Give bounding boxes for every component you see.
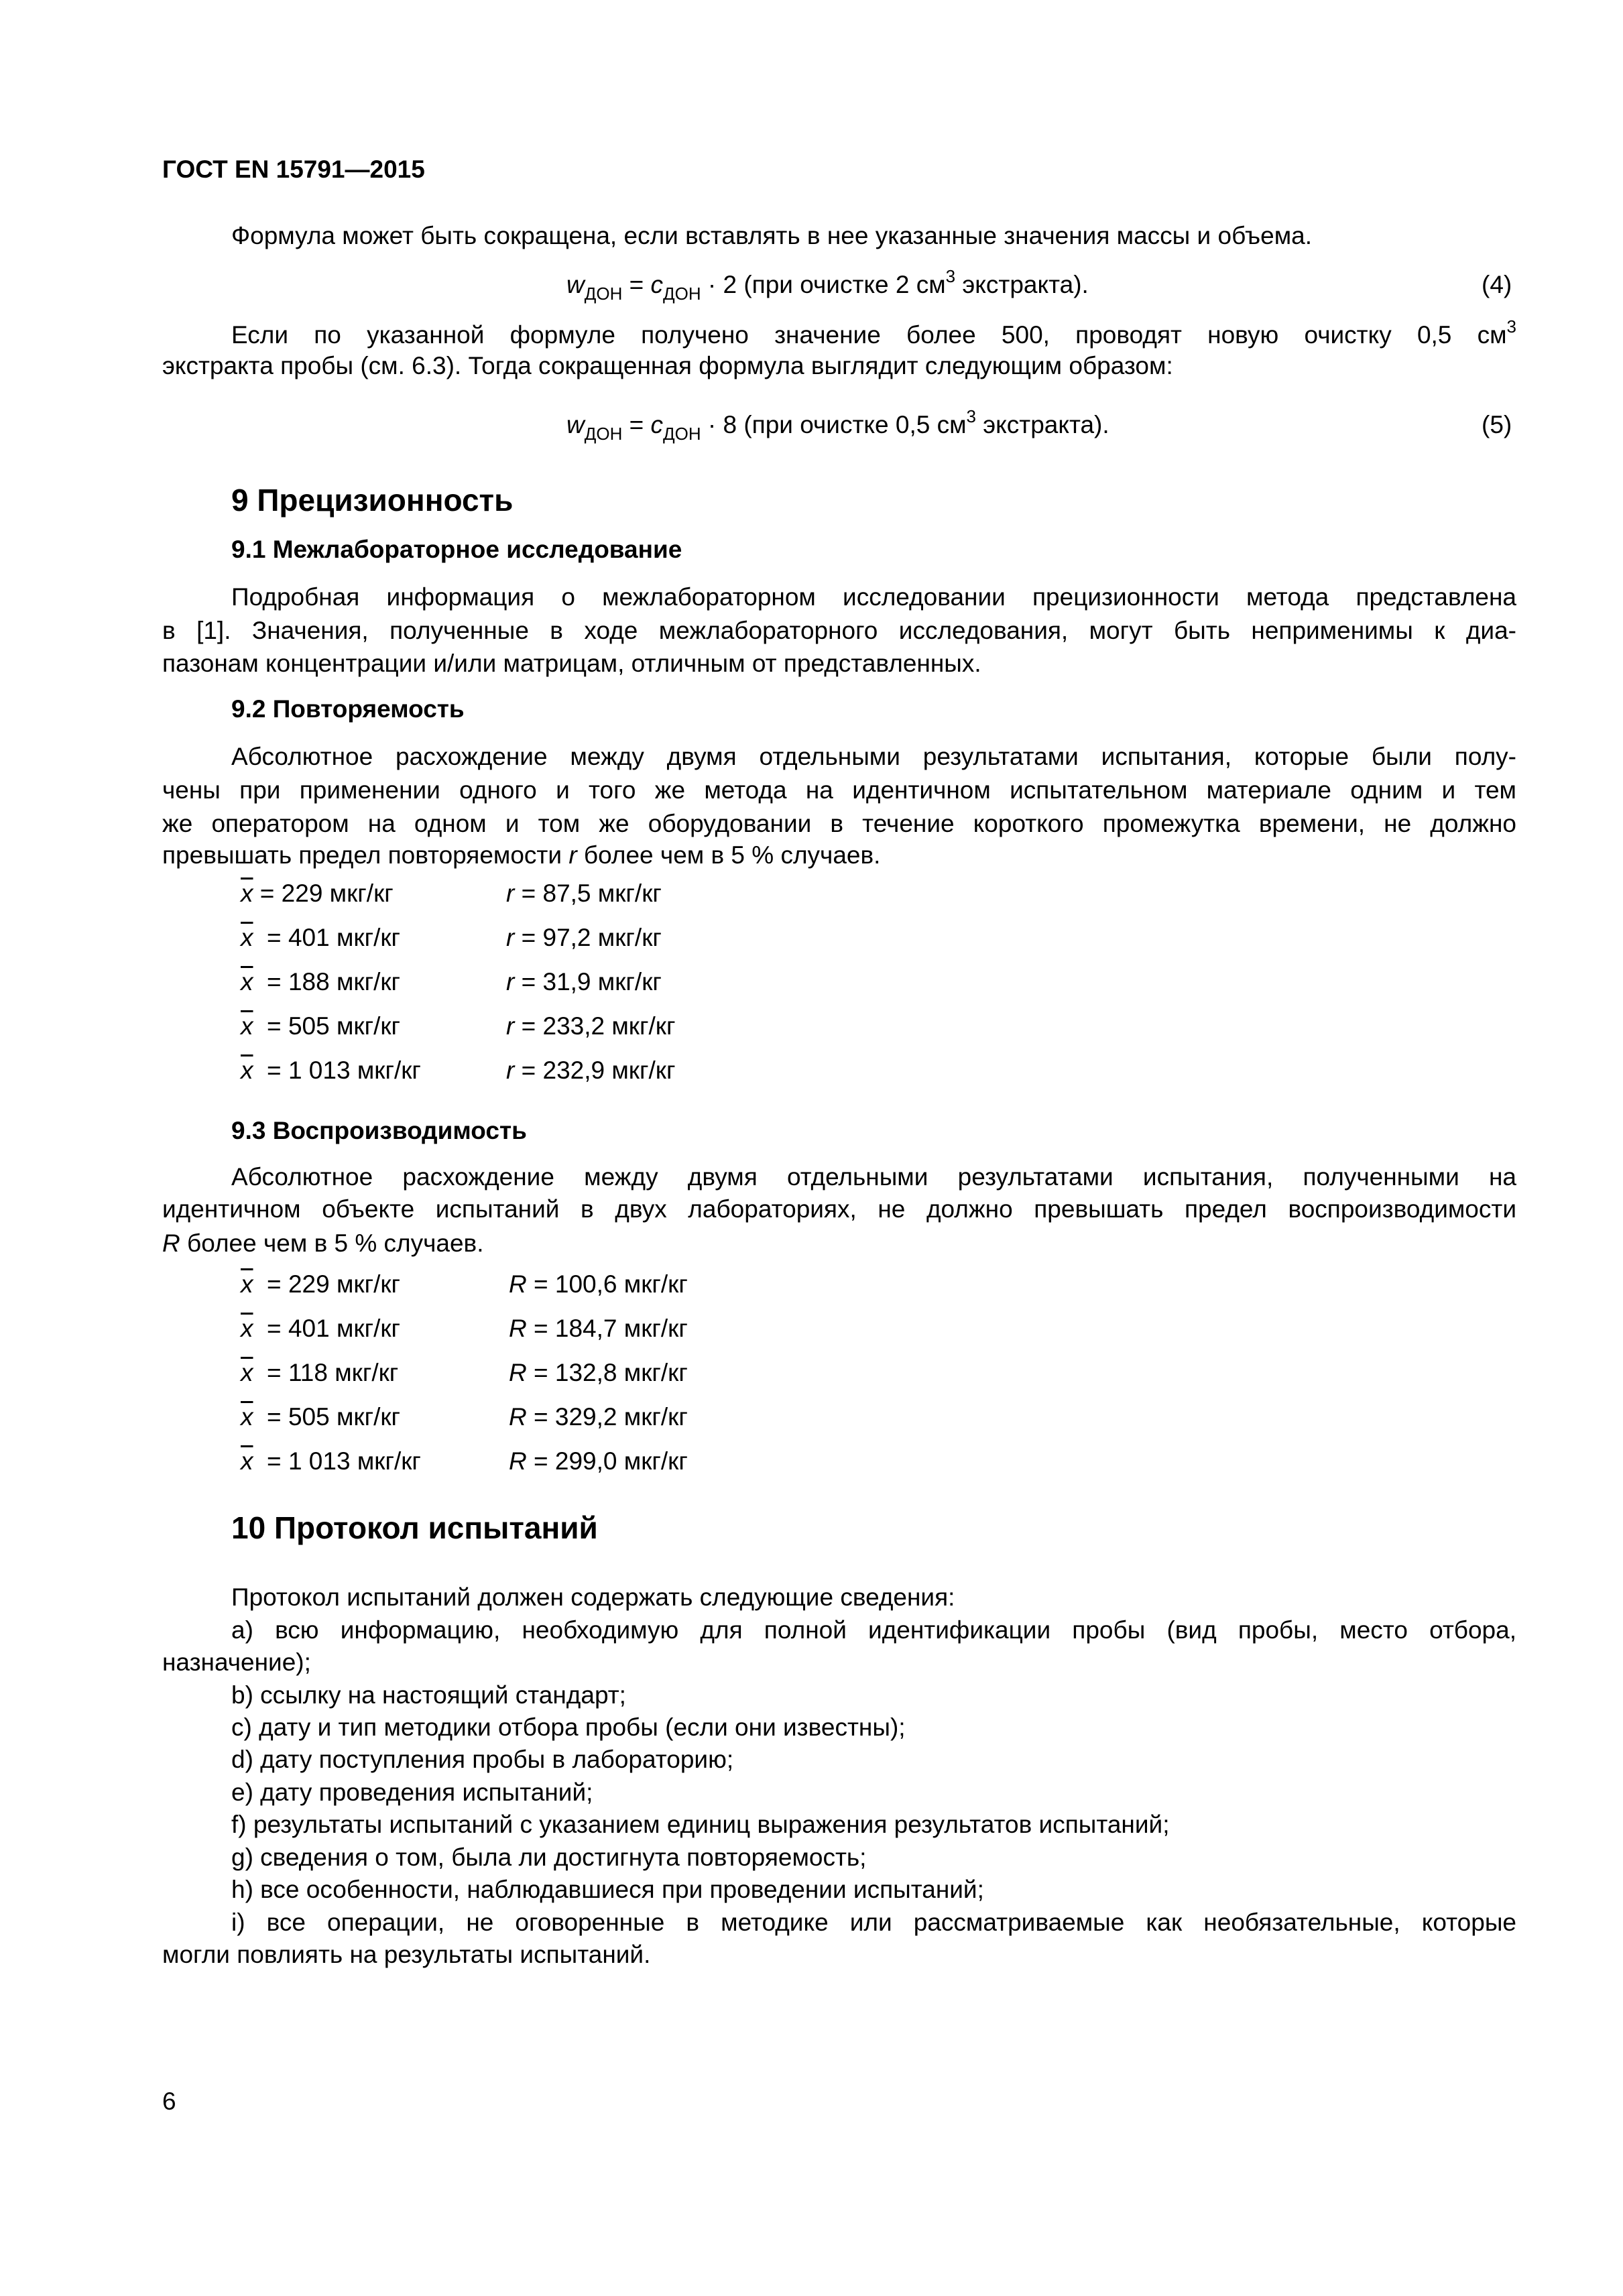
list-item: h) все особенности, наблюдавшиеся при проведении испытаний; (231, 1876, 984, 1903)
formula-number: (5) (1482, 411, 1512, 438)
paragraph-line: Абсолютное расхождение между двумя отдельными результатами испытания, которые были полу- (231, 743, 1516, 770)
limit-value (506, 965, 662, 999)
subscript: ДОН (663, 424, 701, 444)
intro-text: Формула может быть сокращена, если вставлять в нее указанные значения массы и объема. (231, 222, 1313, 249)
value: = 233,2 мкг/кг (514, 1012, 676, 1040)
mean-value (241, 1312, 400, 1345)
limit-symbol: r (506, 1012, 515, 1040)
document-header: ГОСТ EN 15791—2015 (162, 156, 425, 183)
value: = 1 013 мкг/кг (253, 1447, 421, 1475)
value: = 329,2 мкг/кг (526, 1403, 688, 1431)
formula-text: · 8 (при очистке 0,5 см (701, 411, 967, 438)
list-item: могли повлиять на результаты испытаний. (162, 1941, 651, 1968)
limit-symbol: R (509, 1315, 527, 1342)
x-bar-symbol: $\overline{x}$ (241, 880, 253, 907)
text: Если по указанной формуле получено значение более 500, проводят новую очистку 0,5 см (231, 321, 1507, 349)
paragraph-line: пазонам концентрации и/или матрицам, отличным от представленных. (162, 650, 981, 677)
value: = 229 мкг/кг (253, 1270, 401, 1298)
value: = 505 мкг/кг (253, 1403, 401, 1431)
limit-symbol: r (506, 1056, 515, 1084)
list-item: a) всю информацию, необходимую для полной идентификации пробы (вид пробы, место отбора, (231, 1616, 1516, 1644)
superscript: 3 (966, 406, 976, 426)
value: = 299,0 мкг/кг (526, 1447, 688, 1475)
subsection-heading-9-2: 9.2 Повторяемость (231, 695, 465, 723)
limit-symbol: r (506, 968, 515, 995)
limit-symbol: R (509, 1270, 527, 1298)
mean-value (241, 1400, 400, 1434)
section-heading-9: 9 Прецизионность (231, 483, 514, 518)
x-bar-symbol: $\overline{x}$ (241, 924, 253, 951)
limit-symbol: r (506, 924, 515, 951)
paragraph-line: Протокол испытаний должен содержать следующие сведения: (231, 1583, 955, 1611)
mean-value (241, 1054, 421, 1087)
limit-value (509, 1268, 688, 1301)
paragraph-line (162, 839, 1516, 872)
value: = 118 мкг/кг (253, 1359, 399, 1386)
x-bar-symbol: $\overline{x}$ (241, 1270, 253, 1298)
limit-symbol: r (506, 880, 515, 907)
mean-value (241, 1268, 400, 1301)
limit-value (506, 1054, 675, 1087)
paragraph-line: Подробная информация о межлабораторном исследовании прецизионности метода представлена (231, 583, 1516, 611)
symbol: w (566, 411, 585, 438)
mean-value (241, 965, 400, 999)
text: превышать предел повторяемости (162, 841, 569, 869)
list-item: c) дату и тип методики отбора пробы (если они известны); (231, 1713, 906, 1741)
formula-text: экстракта). (955, 271, 1089, 298)
x-bar-symbol: $\overline{x}$ (241, 1359, 253, 1386)
mean-value (241, 1010, 400, 1043)
x-bar-symbol: $\overline{x}$ (241, 1403, 253, 1431)
text: более чем в 5 % случаев. (180, 1229, 484, 1257)
page-number: 6 (162, 2088, 176, 2115)
subsection-heading-9-1: 9.1 Межлабораторное исследование (231, 536, 682, 563)
text: более чем в 5 % случаев. (577, 841, 881, 869)
paragraph-line: же оператором на одном и том же оборудовании в течение короткого промежутка времени, не должно (162, 810, 1516, 837)
x-bar-symbol: $\overline{x}$ (241, 1012, 253, 1040)
value: = 31,9 мкг/кг (514, 968, 662, 995)
value: = 505 мкг/кг (253, 1012, 401, 1040)
formula-text: · 2 (при очистке 2 см (701, 271, 946, 298)
superscript: 3 (945, 266, 956, 286)
mean-value (241, 921, 400, 955)
value: = 401 мкг/кг (253, 924, 401, 951)
value: = 184,7 мкг/кг (526, 1315, 688, 1342)
equals: = (622, 411, 651, 438)
x-bar-symbol: $\overline{x}$ (241, 968, 253, 995)
symbol: c (650, 271, 664, 298)
value: = 188 мкг/кг (253, 968, 401, 995)
list-item: e) дату проведения испытаний; (231, 1778, 593, 1806)
formula-5 (566, 408, 1109, 442)
mean-value (241, 1445, 421, 1478)
value: = 401 мкг/кг (253, 1315, 401, 1342)
paragraph-line: экстракта пробы (см. 6.3). Тогда сокращенная формула выглядит следующим образом: (162, 352, 1173, 379)
list-item: b) ссылку на настоящий стандарт; (231, 1681, 626, 1709)
limit-symbol: R (509, 1359, 527, 1386)
subscript: ДОН (663, 284, 701, 304)
formula-number: (4) (1482, 271, 1512, 298)
paragraph-line (162, 1227, 1516, 1260)
paragraph-line: в [1]. Значения, полученные в ходе межлабораторного исследования, могут быть неприменимы к диа- (162, 617, 1516, 644)
paragraph-line: Абсолютное расхождение между двумя отдельными результатами испытания, полученными на (231, 1163, 1516, 1191)
limit-value (506, 1010, 675, 1043)
equals: = (622, 271, 651, 298)
section-heading-10: 10 Протокол испытаний (231, 1510, 598, 1545)
value: = 229 мкг/кг (253, 880, 394, 907)
x-bar-symbol: $\overline{x}$ (241, 1056, 253, 1084)
list-item: f) результаты испытаний с указанием единиц выражения результатов испытаний; (231, 1811, 1170, 1838)
mean-value (241, 1356, 398, 1390)
value: = 87,5 мкг/кг (514, 880, 662, 907)
value: = 1 013 мкг/кг (253, 1056, 421, 1084)
formula-4 (566, 268, 1089, 302)
mean-value (241, 877, 394, 910)
subscript: ДОН (584, 284, 623, 304)
formula-text: экстракта). (975, 411, 1109, 438)
list-item: i) все операции, не оговоренные в методике или рассматриваемые как необязательные, которые (231, 1909, 1516, 1936)
x-bar-symbol: $\overline{x}$ (241, 1447, 253, 1475)
value: = 232,9 мкг/кг (514, 1056, 676, 1084)
value: = 97,2 мкг/кг (514, 924, 662, 951)
limit-value (506, 921, 662, 955)
list-item: d) дату поступления пробы в лабораторию; (231, 1746, 734, 1773)
value: = 132,8 мкг/кг (526, 1359, 688, 1386)
superscript: 3 (1506, 316, 1516, 337)
paragraph-line: идентичном объекте испытаний в двух лабораториях, не должно превышать предел воспроизводимости (162, 1195, 1516, 1223)
limit-value (509, 1400, 688, 1434)
symbol: c (650, 411, 664, 438)
paragraph-line (231, 318, 1516, 352)
symbol: R (162, 1229, 180, 1257)
list-item: g) сведения о том, была ли достигнута повторяемость; (231, 1844, 867, 1871)
symbol: w (566, 271, 585, 298)
limit-value (509, 1356, 688, 1390)
limit-value (509, 1312, 688, 1345)
x-bar-symbol: $\overline{x}$ (241, 1315, 253, 1342)
value: = 100,6 мкг/кг (526, 1270, 688, 1298)
paragraph-line: чены при применении одного и того же метода на идентичном испытательном материале одним и тем (162, 776, 1516, 804)
subsection-heading-9-3: 9.3 Воспроизводимость (231, 1117, 527, 1144)
list-item: назначение); (162, 1648, 311, 1676)
limit-symbol: R (509, 1447, 527, 1475)
subscript: ДОН (584, 424, 623, 444)
limit-value (506, 877, 662, 910)
limit-value (509, 1445, 688, 1478)
limit-symbol: R (509, 1403, 527, 1431)
symbol: r (568, 841, 577, 869)
